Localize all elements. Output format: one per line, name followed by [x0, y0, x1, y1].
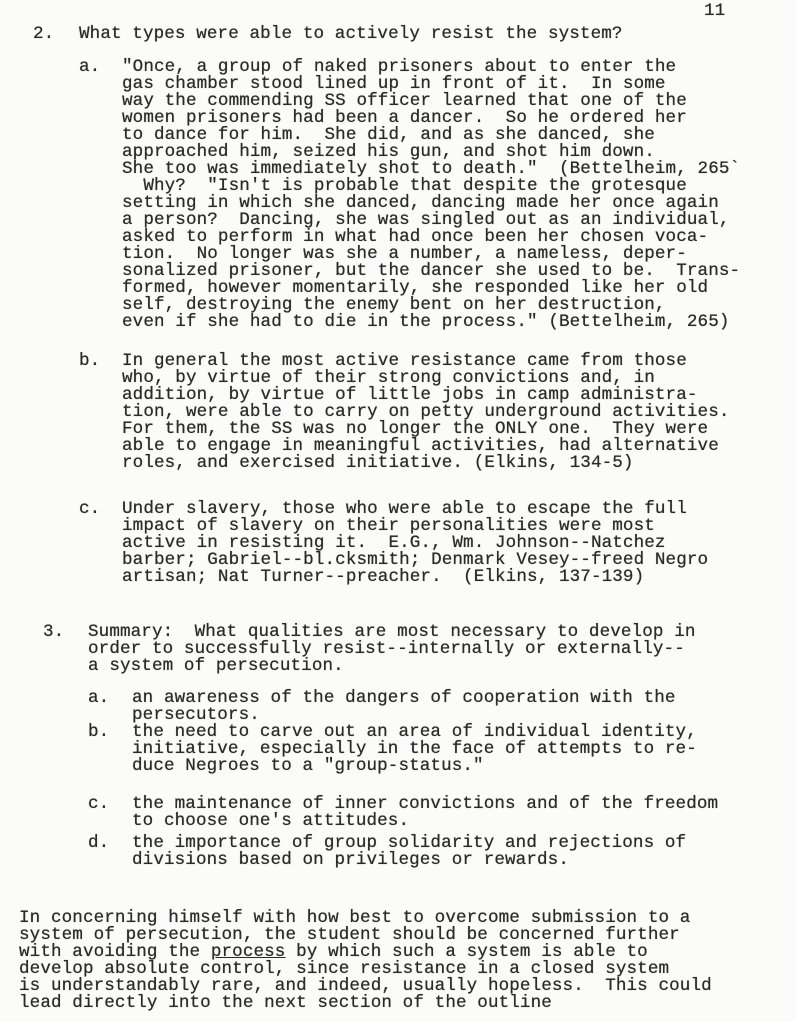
- text-line: self, destroying the enemy bent on her destruction,: [122, 295, 666, 315]
- underlined-word: process: [210, 942, 286, 962]
- text-line: In concerning himself with how best to overcome submission to a: [19, 908, 691, 928]
- text-line: duce Negroes to a "group-status.": [132, 756, 484, 776]
- text-line: the maintenance of inner convictions and of the freedom: [132, 794, 719, 814]
- text-line: formed, however momentarily, she responded like her old: [122, 278, 709, 298]
- text-line: gas chamber stood lined up in front of it. In some: [122, 74, 666, 94]
- text-line: system of persecution, the student should be concerned further: [19, 925, 680, 945]
- text-line: asked to perform in what had once been her chosen voca-: [122, 227, 709, 247]
- text-line: persecutors.: [132, 705, 260, 725]
- text-line: setting in which she danced, dancing made her once again: [122, 193, 719, 213]
- item-letter: b.: [79, 351, 101, 371]
- text-line: Why? "Isn't is probable that despite the grotesque: [122, 176, 687, 196]
- text-line: develop absolute control, since resistance in a closed system: [19, 959, 670, 979]
- text-line: who, by virtue of their strong convictions and, in: [122, 368, 655, 388]
- section-3-number: 3.: [43, 622, 65, 642]
- item-letter: c.: [79, 499, 101, 519]
- text-line: In general the most active resistance came from those: [122, 351, 687, 371]
- item-letter: d.: [88, 833, 110, 853]
- text-line: roles, and exercised initiative. (Elkins, 134-5): [122, 453, 634, 473]
- text-line: a system of persecution.: [88, 656, 344, 676]
- text-line: addition, by virtue of little jobs in camp administra-: [122, 385, 698, 405]
- text-line: is understandably rare, and indeed, usually hopeless. This could: [19, 976, 712, 996]
- text-line: "Once, a group of naked prisoners about to enter the: [122, 57, 677, 77]
- text-line: artisan; Nat Turner--preacher. (Elkins, 137-139): [122, 567, 645, 587]
- text-line: approached him, seized his gun, and shot him down.: [122, 142, 655, 162]
- text-segment: with avoiding the: [19, 942, 211, 962]
- text-line: to dance for him. She did, and as she danced, she: [122, 125, 655, 145]
- text-line: impact of slavery on their personalities were most: [122, 516, 655, 536]
- text-line: the importance of group solidarity and rejections of: [132, 833, 687, 853]
- section-2-heading: What types were able to actively resist the system?: [79, 24, 623, 44]
- section-2-number: 2.: [33, 24, 55, 44]
- text-line: even if she had to die in the process." (Bettelheim, 265): [122, 312, 730, 332]
- text-line: tion, were able to carry on petty underground activities.: [122, 402, 730, 422]
- text-line: way the commending SS officer learned that one of the: [122, 91, 687, 111]
- text-line: For them, the SS was no longer the ONLY one. They were: [122, 419, 709, 439]
- text-line: active in resisting it. E.G., Wm. Johnson--Natchez: [122, 533, 666, 553]
- text-line: initiative, especially in the face of attempts to re-: [132, 739, 697, 759]
- text-line: divisions based on privileges or rewards.: [132, 850, 569, 870]
- text-line: women prisoners had been a dancer. So he ordered her: [122, 108, 687, 128]
- text-line: barber; Gabriel--bl.cksmith; Denmark Vesey--freed Negro: [122, 550, 709, 570]
- text-line: able to engage in meaningful activities, had alternative: [122, 436, 719, 456]
- text-segment: by which such a system is able to: [285, 942, 648, 962]
- text-line: Under slavery, those who were able to escape the full: [122, 499, 687, 519]
- text-line: the need to carve out an area of individual identity,: [132, 722, 697, 742]
- text-line: tion. No longer was she a number, a nameless, deper-: [122, 244, 687, 264]
- item-letter: a.: [88, 688, 110, 708]
- text-line: She too was immediately shot to death." (Bettelheim, 265`: [122, 159, 741, 179]
- item-letter: b.: [88, 722, 110, 742]
- text-line: order to successfully resist--internally or externally--: [88, 639, 685, 659]
- item-letter: c.: [88, 794, 110, 814]
- item-letter: a.: [79, 57, 101, 77]
- text-line: a person? Dancing, she was singled out as an individual,: [122, 210, 730, 230]
- text-line: an awareness of the dangers of cooperation with the: [132, 688, 676, 708]
- text-line: Summary: What qualities are most necessary to develop in: [88, 622, 696, 642]
- page-number: 11: [704, 1, 726, 21]
- text-line: to choose one's attitudes.: [132, 811, 410, 831]
- text-line: lead directly into the next section of the outline: [19, 993, 552, 1013]
- text-line: sonalized prisoner, but the dancer she used to be. Trans-: [122, 261, 741, 281]
